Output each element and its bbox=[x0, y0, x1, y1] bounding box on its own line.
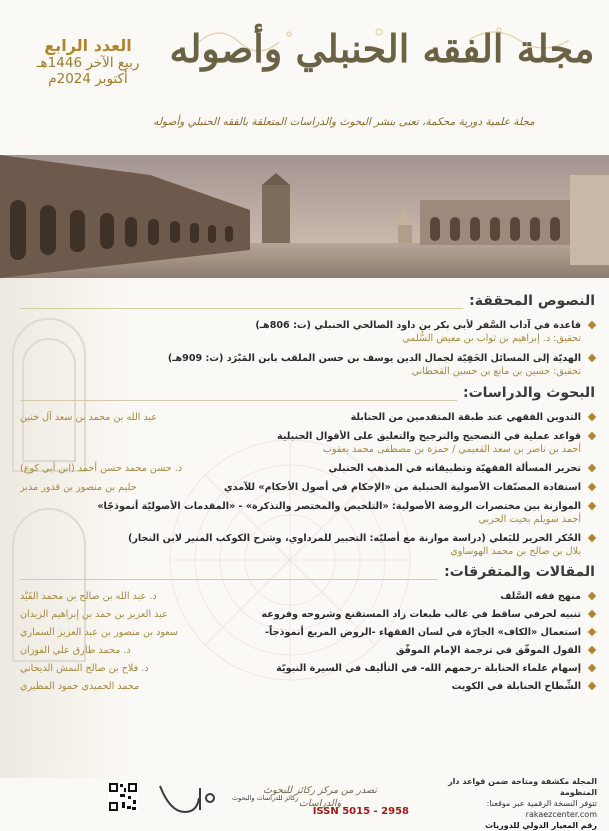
list-item bbox=[20, 319, 595, 345]
journal-header bbox=[0, 0, 609, 150]
indexing-note: المجلة مكشفة ومتاحة ضمن قواعد دار المنظومة bbox=[448, 777, 597, 797]
section-heading: البحوث والدراسات: bbox=[20, 385, 595, 405]
issue-number: العدد الرابع bbox=[44, 36, 132, 55]
list-item bbox=[20, 608, 595, 621]
bullet-icon bbox=[588, 432, 596, 440]
item-title: الهديّة إلى المسائل الخَفِيّة لجمال الدين يوسف بن حسن الملقب بابن المَبْرَد (ت: 909هـ) bbox=[167, 353, 581, 364]
bullet-icon bbox=[588, 646, 596, 654]
item-author: حليم بن منصور بن قدور مدبر bbox=[20, 482, 137, 493]
list-item bbox=[20, 462, 595, 475]
item-author: أحمد سويلم بخيت الحربي bbox=[478, 514, 581, 525]
mosque-courtyard-image bbox=[0, 155, 609, 278]
list-item bbox=[20, 411, 595, 424]
item-author: عبد الله بن محمد بن سعد آل خنين bbox=[20, 412, 158, 423]
footer-info bbox=[417, 776, 597, 831]
item-author: بلال بن صالح بن محمد الهوساوي bbox=[450, 546, 581, 557]
item-author: أحمد بن ناصر بن سعد القعيمي / حمزة بن مصطفى محمد يعقوب bbox=[322, 444, 581, 455]
item-author: عبد العزيز بن حمد بن إبراهيم الزيدان bbox=[20, 609, 168, 620]
list-item bbox=[20, 680, 595, 693]
bullet-icon bbox=[588, 534, 596, 542]
list-item bbox=[20, 590, 595, 603]
bullet-icon bbox=[588, 502, 596, 510]
issn-label: رقم المعيار الدولي للدوريات bbox=[485, 821, 597, 830]
list-item bbox=[20, 430, 595, 456]
bullet-icon bbox=[588, 664, 596, 672]
issue-hijri-date: ربيع الآخر 1446هـ bbox=[36, 55, 140, 72]
list-item bbox=[20, 352, 595, 378]
section-heading: النصوص المحققة: bbox=[20, 293, 595, 313]
list-item bbox=[20, 662, 595, 675]
item-title: الشِّطاح الحنابلة في الكويت bbox=[451, 681, 581, 692]
list-item bbox=[20, 481, 595, 494]
item-title: الموازنة بين مختصرات الروضة الأصولية: «التلخيص والمختصر والتذكرة» - «المقدمات الأصوليّة أنموذجًا» bbox=[97, 501, 581, 512]
page-footer bbox=[0, 770, 609, 830]
item-author: تحقيق: د. إبراهيم بن ثواب بن معيض السُّلمي bbox=[402, 333, 581, 344]
journal-title: مجلة الفقه الحنبلي وأصوله bbox=[169, 26, 595, 71]
list-item bbox=[20, 626, 595, 639]
logo-text: ركائز للدراسات والبحوث bbox=[232, 794, 299, 802]
bullet-icon bbox=[588, 413, 596, 421]
item-title: قاعدة في آداب السَّفر لأبي بكر بن داود الصالحي الحنبلي (ت: 806هـ) bbox=[255, 320, 581, 331]
bullet-icon bbox=[588, 321, 596, 329]
item-author: د. عبد الله بن صالح بن محمد القَيْد bbox=[20, 591, 157, 602]
item-author: د. فلاح بن صالح النمش الديحاني bbox=[20, 663, 149, 674]
publisher-note: تصدر من مركز ركائز للبحوث والدراسات bbox=[263, 785, 377, 809]
journal-subtitle: مجلة علمية دورية محكمة، تعنى بنشر البحوث والدراسات المتعلقة بالفقه الحنبلي وأصوله bbox=[153, 116, 535, 128]
item-title: الحُكر الحرير للبَعلي (دراسة موازنة مع أصليّه: التحبير للمرداوي، وشرح الكوكب المنير لابن النجار) bbox=[128, 533, 581, 544]
table-of-contents bbox=[20, 293, 595, 698]
bullet-icon bbox=[588, 592, 596, 600]
item-title: قواعد عملية في التصحيح والترجيح والتعليق على الأقوال الحنبلية bbox=[277, 431, 581, 442]
item-title: منهج فقه السَّلف bbox=[500, 591, 581, 602]
item-title: تنبيه لحرفي ساقط في غالب طبعات زاد المستقنع وشروحه وفروعه bbox=[261, 609, 581, 620]
list-item bbox=[20, 500, 595, 526]
list-item bbox=[20, 532, 595, 558]
bullet-icon bbox=[588, 354, 596, 362]
issn-number: ISSN 5015 - 2958 bbox=[312, 806, 409, 817]
section-research bbox=[20, 385, 595, 558]
item-title: إسهام علماء الحنابلة -رحمهم الله- في التأليف في السيرة النبويّة bbox=[276, 663, 581, 674]
website-note: تتوفر النسخة الرقمية عبر موقعنا: rakaezcenter.com bbox=[486, 799, 597, 819]
item-title: القول الموفّق في ترجمة الإمام الموفّق bbox=[395, 645, 581, 656]
item-title: استفادة المصنّفات الأصولية الحنبلية من «الإحكام في أصول الأحكام» للآمدي bbox=[223, 482, 581, 493]
item-author: محمد الحميدي حمود المطيري bbox=[20, 681, 140, 692]
center-logo bbox=[140, 778, 299, 820]
section-edited-texts bbox=[20, 293, 595, 378]
item-title: استعمال «الكاف» الجارّة في لسان الفقهاء -الروض المربع أنموذجاً- bbox=[265, 627, 581, 638]
section-articles bbox=[20, 564, 595, 693]
item-author: د. محمد طارق علي الفوزان bbox=[20, 645, 131, 656]
item-title: تحرير المسألة الفقهيّة وتطبيقاته في المذهب الحنبلي bbox=[328, 463, 581, 474]
qr-code-icon bbox=[108, 782, 138, 812]
issue-info bbox=[18, 36, 158, 88]
list-item bbox=[20, 644, 595, 657]
bullet-icon bbox=[588, 682, 596, 690]
item-author: سعود بن منصور بن عبد العزيز السماري bbox=[20, 627, 178, 638]
section-heading: المقالات والمتفرقات: bbox=[20, 564, 595, 584]
bullet-icon bbox=[588, 628, 596, 636]
item-title: التدوين الفقهي عند طبقة المتقدمين من الحنابلة bbox=[350, 412, 581, 423]
bullet-icon bbox=[588, 464, 596, 472]
issue-gregorian-date: أكتوبر 2024م bbox=[48, 71, 128, 88]
bullet-icon bbox=[588, 610, 596, 618]
item-author: تحقيق: حسين بن مانع بن حسين القحطاني bbox=[411, 366, 581, 377]
item-author: د. حسن محمد حسن أحمد (ابن أبي كوع) bbox=[20, 463, 183, 474]
bullet-icon bbox=[588, 483, 596, 491]
